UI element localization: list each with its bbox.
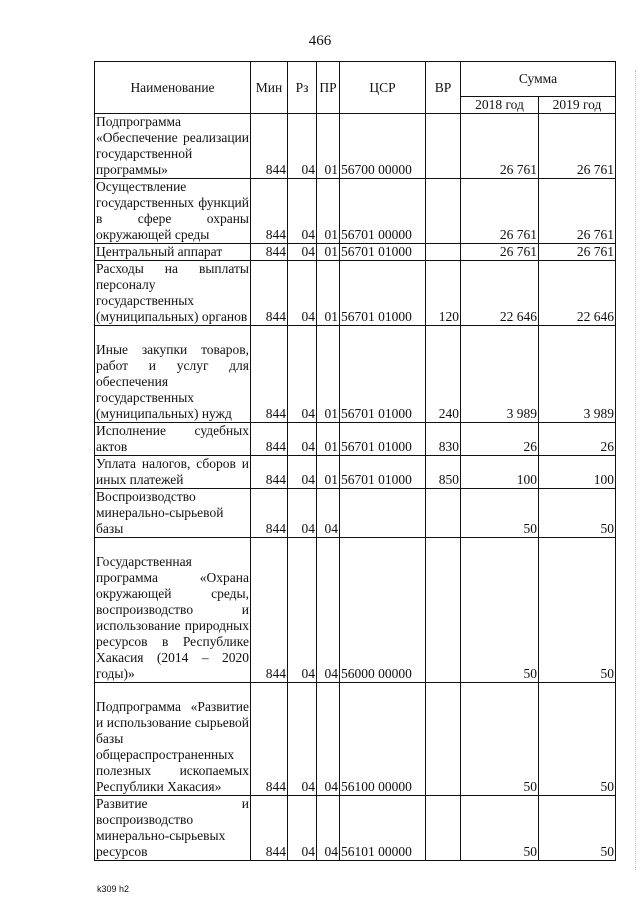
row-csr: 56701 01000 — [340, 244, 426, 261]
row-rz: 04 — [288, 244, 317, 261]
table-row — [95, 489, 616, 538]
row-sum-2019: 22 646 — [539, 261, 616, 326]
row-name: Воспроизводство минерально-сырьевой базы — [95, 489, 251, 538]
budget-table — [94, 61, 616, 861]
row-min: 844 — [251, 683, 288, 796]
row-pr: 01 — [317, 261, 340, 326]
row-sum-2019: 50 — [539, 796, 616, 861]
row-vr: 120 — [426, 261, 461, 326]
row-rz: 04 — [288, 423, 317, 456]
row-vr: 850 — [426, 456, 461, 489]
row-name: Иные закупки товаров, работ и услуг для обеспечения государственных (муниципальных) нужд — [95, 326, 251, 423]
row-rz: 04 — [288, 326, 317, 423]
row-sum-2018: 50 — [461, 796, 539, 861]
row-pr: 04 — [317, 683, 340, 796]
row-sum-2019: 26 761 — [539, 179, 616, 244]
row-csr: 56701 01000 — [340, 326, 426, 423]
row-name: Расходы на выплаты персоналу государственных (муниципальных) органов — [96, 261, 249, 324]
row-csr: 56100 00000 — [340, 683, 426, 796]
row-sum-2019: 26 — [539, 423, 616, 456]
row-sum-2018: 26 761 — [461, 244, 539, 261]
row-vr — [426, 538, 461, 683]
row-pr: 01 — [317, 423, 340, 456]
row-pr: 04 — [317, 796, 340, 861]
row-csr — [340, 489, 426, 538]
scan-edge-dots — [634, 70, 636, 870]
header-vr: ВР — [426, 62, 461, 114]
row-name: Государственная программа «Охрана окружающей среды, воспроизводство и использование природных ресурсов в Республике Хакасия (2014 – 2020 годы)» — [95, 538, 251, 683]
table-row — [95, 423, 616, 456]
row-name: Уплата налогов, сборов и иных платежей — [96, 456, 249, 487]
row-rz: 04 — [288, 456, 317, 489]
table-row — [95, 326, 616, 423]
row-name: Развитие и воспроизводство минерально-сырьевых ресурсов — [96, 796, 249, 859]
row-sum-2018: 26 761 — [461, 114, 539, 179]
row-rz: 04 — [288, 538, 317, 683]
table-row — [95, 179, 616, 244]
header-name: Наименование — [95, 62, 251, 114]
row-sum-2018: 50 — [461, 683, 539, 796]
row-sum-2018: 26 — [461, 423, 539, 456]
row-sum-2019: 3 989 — [539, 326, 616, 423]
header-pr: ПР — [317, 62, 340, 114]
row-vr — [426, 244, 461, 261]
row-csr: 56701 01000 — [340, 456, 426, 489]
row-sum-2019: 26 761 — [539, 114, 616, 179]
row-vr — [426, 683, 461, 796]
row-vr: 240 — [426, 326, 461, 423]
row-name: Подпрограмма «Обеспечение реализации государственной программы» — [96, 114, 249, 177]
row-rz: 04 — [288, 179, 317, 244]
row-min: 844 — [251, 261, 288, 326]
row-name: Подпрограмма «Развитие и использование сырьевой базы общераспространенных полезных ископаемых Республики Хакасия» — [95, 683, 251, 796]
row-pr: 01 — [317, 456, 340, 489]
header-year-2019: 2019 год — [539, 97, 616, 114]
row-pr: 04 — [317, 489, 340, 538]
row-vr — [426, 489, 461, 538]
row-csr: 56701 01000 — [340, 261, 426, 326]
row-sum-2018: 50 — [461, 538, 539, 683]
row-min: 844 — [251, 244, 288, 261]
row-sum-2018: 50 — [461, 489, 539, 538]
row-name: Исполнение судебных актов — [96, 423, 249, 454]
row-name: Центральный аппарат — [95, 244, 251, 261]
row-csr: 56701 00000 — [340, 179, 426, 244]
row-name: Осуществление государственных функций в сфере охраны окружающей среды — [96, 179, 249, 242]
table-row — [95, 456, 616, 489]
row-pr: 01 — [317, 244, 340, 261]
row-min: 844 — [251, 114, 288, 179]
row-pr: 04 — [317, 538, 340, 683]
header-year-2018: 2018 год — [461, 97, 539, 114]
table-row — [95, 244, 616, 261]
row-min: 844 — [251, 489, 288, 538]
table-row — [95, 114, 616, 179]
table-row — [95, 796, 616, 861]
row-sum-2019: 26 761 — [539, 244, 616, 261]
header-csr: ЦСР — [340, 62, 426, 114]
table-row — [95, 538, 616, 683]
row-min: 844 — [251, 423, 288, 456]
table-body — [95, 114, 616, 861]
row-rz: 04 — [288, 261, 317, 326]
header-rz: Рз — [288, 62, 317, 114]
row-csr: 56700 00000 — [340, 114, 426, 179]
row-sum-2019: 50 — [539, 489, 616, 538]
row-sum-2018: 100 — [461, 456, 539, 489]
row-min: 844 — [251, 456, 288, 489]
row-sum-2018: 26 761 — [461, 179, 539, 244]
row-sum-2019: 50 — [539, 538, 616, 683]
row-rz: 04 — [288, 489, 317, 538]
row-sum-2019: 100 — [539, 456, 616, 489]
header-min: Мин — [251, 62, 288, 114]
row-csr: 56101 00000 — [340, 796, 426, 861]
row-vr — [426, 796, 461, 861]
row-csr: 56701 01000 — [340, 423, 426, 456]
row-pr: 01 — [317, 179, 340, 244]
row-min: 844 — [251, 796, 288, 861]
row-csr: 56000 00000 — [340, 538, 426, 683]
row-pr: 01 — [317, 326, 340, 423]
footer-code: k309 h2 — [97, 884, 130, 894]
row-rz: 04 — [288, 683, 317, 796]
row-min: 844 — [251, 179, 288, 244]
row-pr: 01 — [317, 114, 340, 179]
row-min: 844 — [251, 538, 288, 683]
row-rz: 04 — [288, 796, 317, 861]
row-rz: 04 — [288, 114, 317, 179]
row-sum-2018: 22 646 — [461, 261, 539, 326]
row-vr — [426, 179, 461, 244]
page-number: 466 — [308, 33, 332, 49]
row-sum-2019: 50 — [539, 683, 616, 796]
table-row — [95, 261, 616, 326]
row-vr — [426, 114, 461, 179]
table-row — [95, 683, 616, 796]
row-vr: 830 — [426, 423, 461, 456]
row-min: 844 — [251, 326, 288, 423]
row-sum-2018: 3 989 — [461, 326, 539, 423]
header-sum: Сумма — [461, 62, 616, 97]
